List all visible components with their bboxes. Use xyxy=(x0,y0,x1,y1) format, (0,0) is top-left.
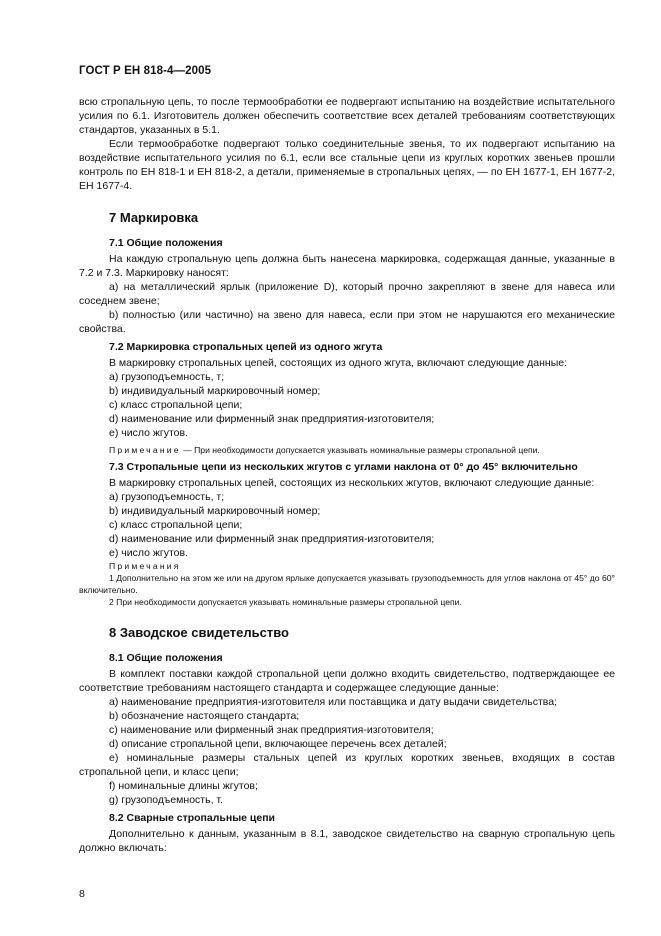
list-item: a) наименование предприятия-изготовителя или поставщика и дату выдачи свидетельства; xyxy=(109,696,557,708)
list-item: b) обозначение настоящего стандарта; xyxy=(109,710,300,722)
section-7-1-item-a: a) на металлический ярлык (приложение D), который прочно закрепляют в звене для навеса или соседнем звене; xyxy=(79,281,615,307)
note-2: 2 При необходимости допускается указывать номинальные размеры стропальной цепи. xyxy=(109,597,462,607)
section-8-1-heading: 8.1 Общие положения xyxy=(109,652,223,664)
list-item: d) наименование или фирменный знак предприятия-изготовителя; xyxy=(109,533,435,545)
note-text: — При необходимости допускается указывать номинальные размеры стропальной цепи. xyxy=(180,445,540,455)
list-item: e) число жгутов. xyxy=(109,547,188,559)
list-item: g) грузоподъемность, т. xyxy=(109,794,223,806)
section-8-heading: 8 Заводское свидетельство xyxy=(109,625,289,640)
document-header: ГОСТ Р ЕН 818-4—2005 xyxy=(79,65,212,77)
note-1: 1 Дополнительно на этом же или на другом ярлыке допускается указывать грузоподъемность для углов наклона от 45° до 60° включительно. xyxy=(79,573,615,595)
list-item: c) класс стропальной цепи; xyxy=(109,399,243,411)
list-item: a) грузоподъемность, т; xyxy=(109,371,225,383)
page-number: 8 xyxy=(79,888,85,900)
section-8-2-heading: 8.2 Сварные стропальные цепи xyxy=(109,812,276,824)
notes-label: Примечания xyxy=(109,561,181,571)
section-7-1-item-b: b) полностью (или частично) на звено для навеса, если при этом не нарушаются его механические свойства. xyxy=(79,309,615,335)
intro-paragraph-1: всю стропальную цепь, то после термообработки ее подвергают испытанию на воздействие испытательного усилия по 6.1. Изготовитель должен обеспечить соответствие всех деталей требованиям соответствующих стандартов, указанных в 5.1. xyxy=(79,96,615,136)
list-item: a) грузоподъемность, т; xyxy=(109,491,225,503)
section-7-2-heading: 7.2 Маркировка стропальных цепей из одного жгута xyxy=(109,341,383,353)
section-7-3-heading: 7.3 Стропальные цепи из нескольких жгутов с углами наклона от 0° до 45° включительно xyxy=(109,461,578,473)
section-7-2-note xyxy=(79,444,615,456)
list-item: b) индивидуальный маркировочный номер; xyxy=(109,385,321,397)
section-7-2-paragraph: В маркировку стропальных цепей, состоящих из одного жгута, включают следующие данные: xyxy=(109,357,567,369)
intro-paragraph-2: Если термообработке подвергают только соединительные звенья, то их подвергают испытанию на воздействие испытательного усилия по 6.1, если все стальные цепи из круглых коротких звеньев прошли контроль по ЕН 818-1 и ЕН 818-2, а детали, применяемые в стропальных цепях, — по ЕН 1677-1, ЕН 1677-2, ЕН 1677-4. xyxy=(79,138,615,192)
section-8-1-paragraph: В комплект поставки каждой стропальной цепи должно входить свидетельство, подтверждающее ее соответствие требованиям настоящего стандарта и содержащее следующие данные: xyxy=(79,668,615,694)
list-item: d) наименование или фирменный знак предприятия-изготовителя; xyxy=(109,413,435,425)
list-item: e) число жгутов. xyxy=(109,427,188,439)
list-item: f) номинальные длины жгутов; xyxy=(109,780,258,792)
list-item: e) номинальные размеры стальных цепей из круглых коротких звеньев, входящих в состав стропальной цепи, и класс цепи; xyxy=(79,752,615,778)
note-label: Примечание xyxy=(109,445,181,455)
section-7-1-heading: 7.1 Общие положения xyxy=(109,237,223,249)
list-item: b) индивидуальный маркировочный номер; xyxy=(109,505,321,517)
section-8-2-paragraph: Дополнительно к данным, указанным в 8.1, заводское свидетельство на сварную стропальную цепь должно включать: xyxy=(79,828,615,854)
list-item: d) описание стропальной цепи, включающее перечень всех деталей; xyxy=(109,738,447,750)
list-item: c) наименование или фирменный знак предприятия-изготовителя; xyxy=(109,724,434,736)
section-7-1-paragraph: На каждую стропальную цепь должна быть нанесена маркировка, содержащая данные, указанные в 7.2 и 7.3. Маркировку наносят: xyxy=(79,253,615,279)
section-7-heading: 7 Маркировка xyxy=(109,210,199,225)
document-body xyxy=(79,95,615,855)
list-item: c) класс стропальной цепи; xyxy=(109,519,243,531)
section-7-3-paragraph: В маркировку стропальных цепей, состоящих из нескольких жгутов, включают следующие данные: xyxy=(109,477,595,489)
